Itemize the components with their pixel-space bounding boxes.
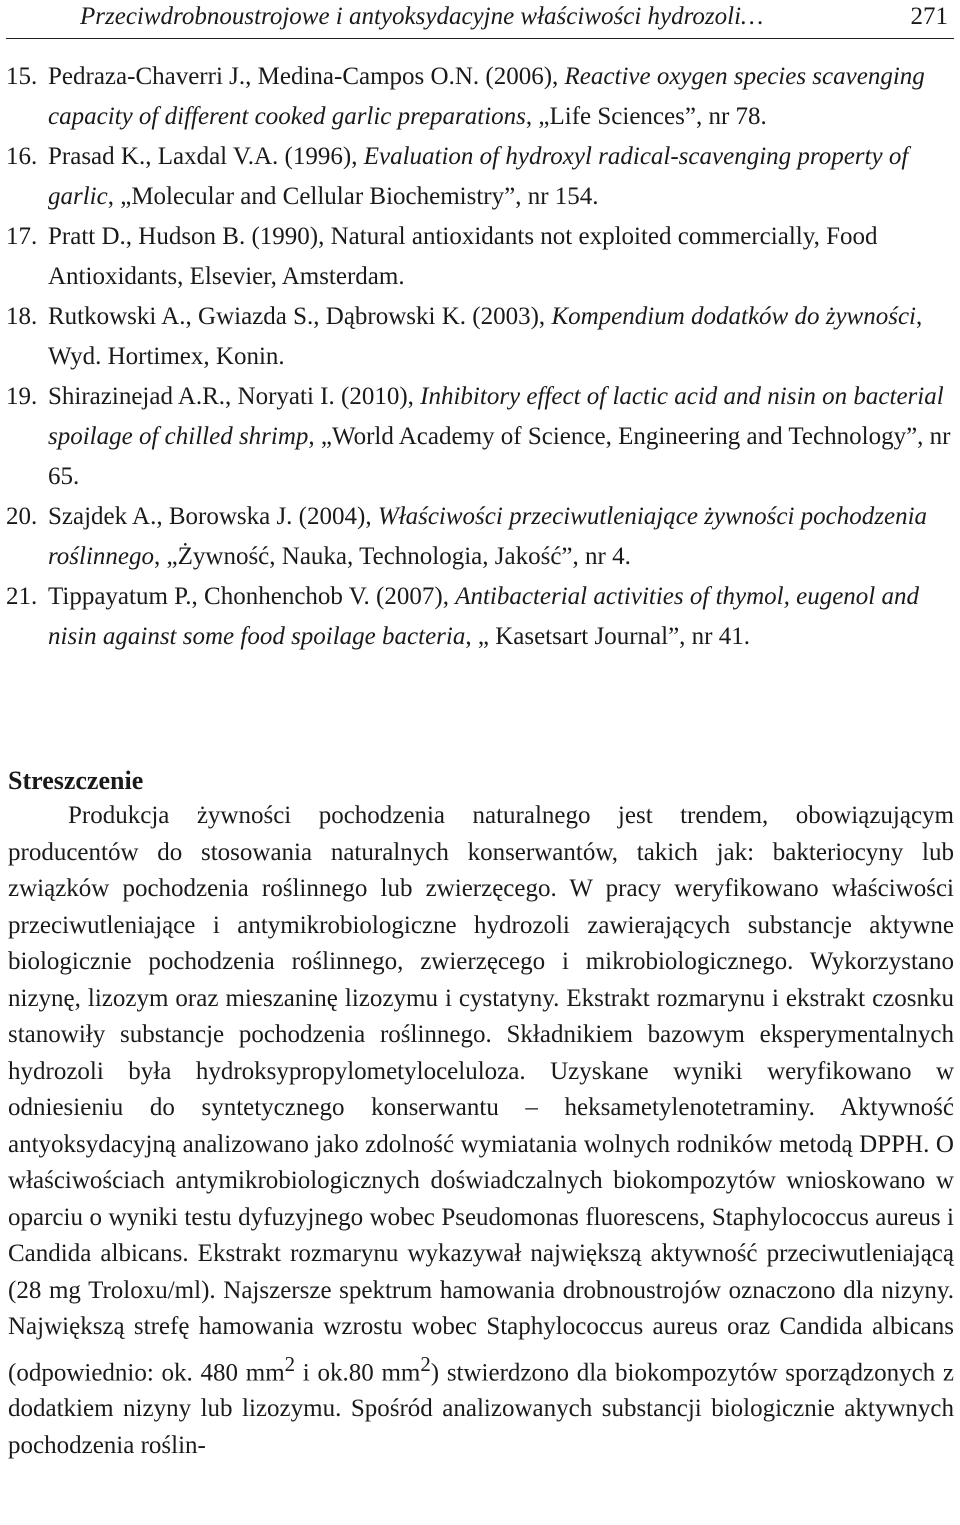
reference-source: , „Żywność, Nauka, Technologia, Jakość”, nr 4. (154, 543, 631, 570)
reference-title: Evaluation of hydroxyl radical-scavenging property of garlic (48, 143, 909, 210)
reference-text (48, 57, 956, 137)
reference-item (6, 497, 956, 577)
reference-text (48, 497, 956, 577)
reference-number: 19. (6, 383, 38, 410)
reference-title: Kompendium dodatków do żywności (551, 303, 917, 330)
reference-list (6, 57, 956, 657)
reference-title: Właściwości przeciwutleniające żywności pochodzenia roślinnego (48, 503, 928, 570)
reference-item (6, 217, 956, 297)
reference-source: , „World Academy of Science, Engineering and Technology”, nr 65. (48, 423, 951, 490)
abstract-text: i ok.80 mm (295, 1358, 421, 1386)
superscript: 2 (284, 1351, 296, 1376)
running-header-title: Przeciwdrobnoustrojowe i antyoksydacyjne właściwości hydrozoli… (80, 3, 764, 30)
reference-number: 20. (6, 503, 38, 530)
reference-item (6, 377, 956, 497)
reference-item (6, 577, 956, 657)
reference-authors: Pratt D., Hudson B. (1990), Natural antioxidants not exploited commercially, Food Antioxidants, Elsevier, Amsterdam. (48, 223, 878, 290)
reference-title: Inhibitory effect of lactic acid and nisin on bacterial spoilage of chilled shrimp (48, 383, 944, 450)
reference-number: 21. (6, 583, 38, 610)
reference-text (48, 217, 956, 297)
reference-authors: Tippayatum P., Chonhenchob V. (2007), (48, 583, 456, 610)
reference-authors: Prasad K., Laxdal V.A. (1996), (48, 143, 364, 170)
reference-number: 15. (6, 63, 38, 90)
running-header (6, 0, 954, 39)
reference-number: 18. (6, 303, 38, 330)
reference-authors: Rutkowski A., Gwiazda S., Dąbrowski K. (2003), (48, 303, 552, 330)
abstract-text: Produkcja żywności pochodzenia naturalnego jest trendem, obowiązującym producentów do stosowania naturalnych konserwantów, takich jak: bakteriocyny lub związków pochodzenia roślinnego lub zwierzęcego. W pracy weryfikowano właściwości przeciwutleniające i antymikrobiologiczne hydrozoli zawierających substancje aktywne biologicznie pochodzenia roślinnego, zwierzęcego i mikrobiologicznego. Wykorzystano nizynę, lizozym oraz mieszaninę lizozymu i cystatyny. Ekstrakt rozmarynu i ekstrakt czosnku stanowiły substancje pochodzenia roślinnego. Składnikiem bazowym eksperymentalnych hydrozoli była hydroksypropylometyloceluloza. Uzyskane wyniki weryfikowano w odniesieniu do syntetycznego konserwantu – heksametylenotetraminy. Aktywność antyoksydacyjną analizowano jako zdolność wymiatania wolnych rodników metodą DPPH. O właściwościach antymikrobiologicznych doświadczalnych biokompozytów wnioskowano w oparciu o wyniki testu dyfuzyjnego wobec Pseudomonas fluorescens, Staphylococcus aureus i Candida albicans. Ekstrakt rozmarynu wykazywał największą aktywność przeciwutleniającą (28 mg Troloxu/ml). Najszersze spektrum hamowania drobnoustrojów oznaczono dla nizyny. Największą strefę hamowania wzrostu wobec Staphylococcus aureus oraz Candida albicans (odpowiednio: ok. 480 mm (8, 802, 954, 1386)
reference-item (6, 137, 956, 217)
abstract-heading: Streszczenie (8, 766, 144, 795)
reference-source: , „ Kasetsart Journal”, nr 41. (465, 623, 750, 650)
reference-number: 17. (6, 223, 38, 250)
reference-source: , Wyd. Hortimex, Konin. (48, 303, 923, 370)
abstract-paragraph (8, 798, 954, 1464)
reference-text (48, 137, 956, 217)
reference-authors: Shirazinejad A.R., Noryati I. (2010), (48, 383, 421, 410)
reference-text (48, 377, 956, 497)
reference-item (6, 57, 956, 137)
reference-title: Reactive oxygen species scavenging capacity of different cooked garlic preparations (48, 63, 925, 130)
reference-text (48, 297, 956, 377)
reference-source: , „Molecular and Cellular Biochemistry”, nr 154. (107, 183, 599, 210)
reference-authors: Szajdek A., Borowska J. (2004), (48, 503, 378, 530)
reference-number: 16. (6, 143, 38, 170)
reference-authors: Pedraza-Chaverri J., Medina-Campos O.N. (2006), (48, 63, 565, 90)
reference-source: , „Life Sciences”, nr 78. (525, 103, 767, 130)
page-number: 271 (910, 3, 948, 30)
reference-title: Antibacterial activities of thymol, eugenol and nisin against some food spoilage bacteria (48, 583, 919, 650)
abstract-text: ) stwierdzono dla biokompozytów sporządzonych z dodatkiem nizyny lub lizozymu. Spośród analizowanych substancji biologicznie aktywnych pochodzenia roślin- (8, 1358, 954, 1459)
reference-text (48, 577, 956, 657)
reference-item (6, 297, 956, 377)
superscript: 2 (420, 1351, 431, 1376)
